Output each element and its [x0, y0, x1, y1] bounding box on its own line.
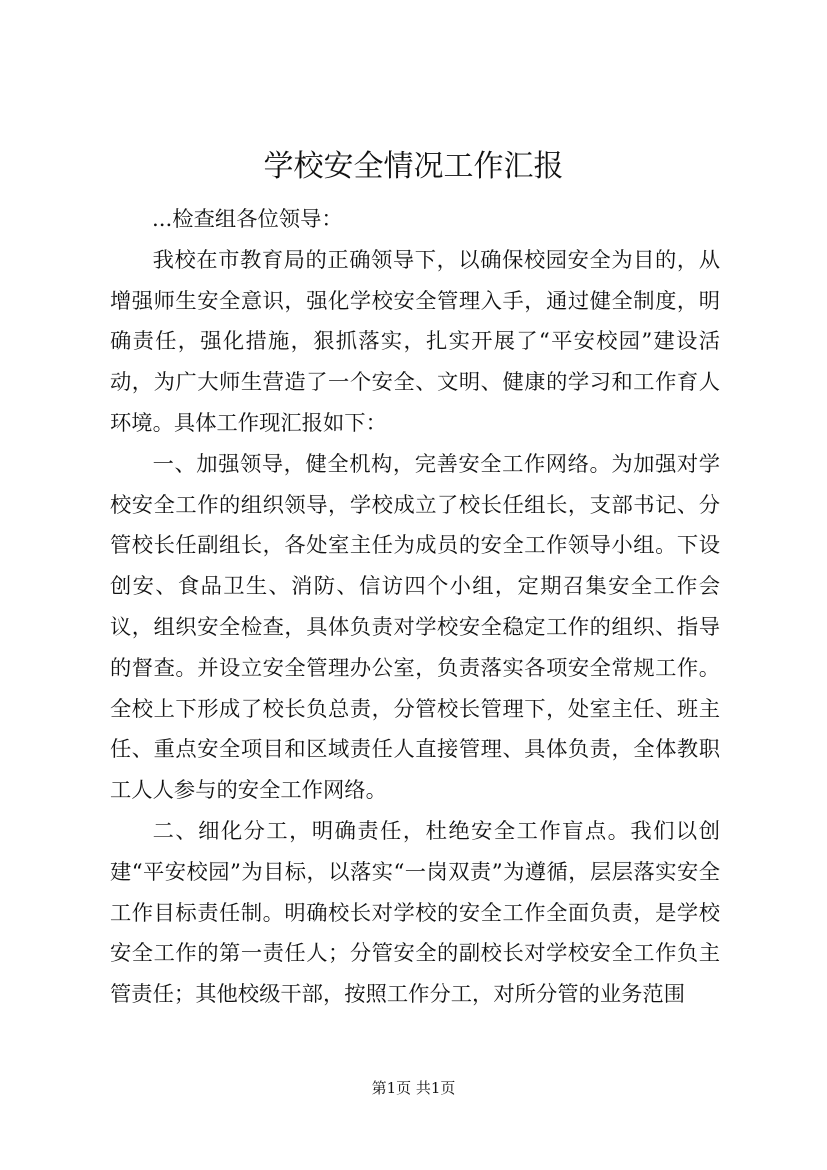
paragraph-section-2: 二、细化分工，明确责任，杜绝安全工作盲点。我们以创建“平安校园”为目标，以落实“一岗双责”为遵循，层层落实安全工作目标责任制。明确校长对学校的安全工作全面负责，是学校安全工作的第一责任人；分管安全的副校长对学校安全工作负主管责任；其他校级干部，按照工作分工，对所分管的业务范围 [110, 818, 720, 1008]
paragraph-intro: 我校在市教育局的正确领导下，以确保校园安全为目的，从增强师生安全意识，强化学校安全管理入手，通过健全制度，明确责任，强化措施，狠抓落实，扎实开展了“平安校园”建设活动，为广大师生营造了一个安全、文明、健康的学习和工作育人环境。具体工作现汇报如下： [110, 247, 720, 436]
paragraph-section-1: 一、加强领导，健全机构，完善安全工作网络。为加强对学校安全工作的组织领导，学校成立了校长任组长，支部书记、分管校长任副组长，各处室主任为成员的安全工作领导小组。下设创安、食品卫生、消防、信访四个小组，定期召集安全工作会议，组织安全检查，具体负责对学校安全稳定工作的组织、指导的督查。并设立安全管理办公室，负责落实各项安全常规工作。全校上下形成了校长负总责，分管校长管理下，处室主任、班主任、重点安全项目和区域责任人直接管理、具体负责，全体教职工人人参与的安全工作网络。 [110, 451, 720, 804]
page-footer: 第1页 共1页 [371, 1079, 456, 1097]
document-body [110, 200, 720, 1016]
document-title: 学校安全情况工作汇报 [263, 149, 564, 184]
salutation: ...检查组各位领导： [152, 207, 343, 232]
